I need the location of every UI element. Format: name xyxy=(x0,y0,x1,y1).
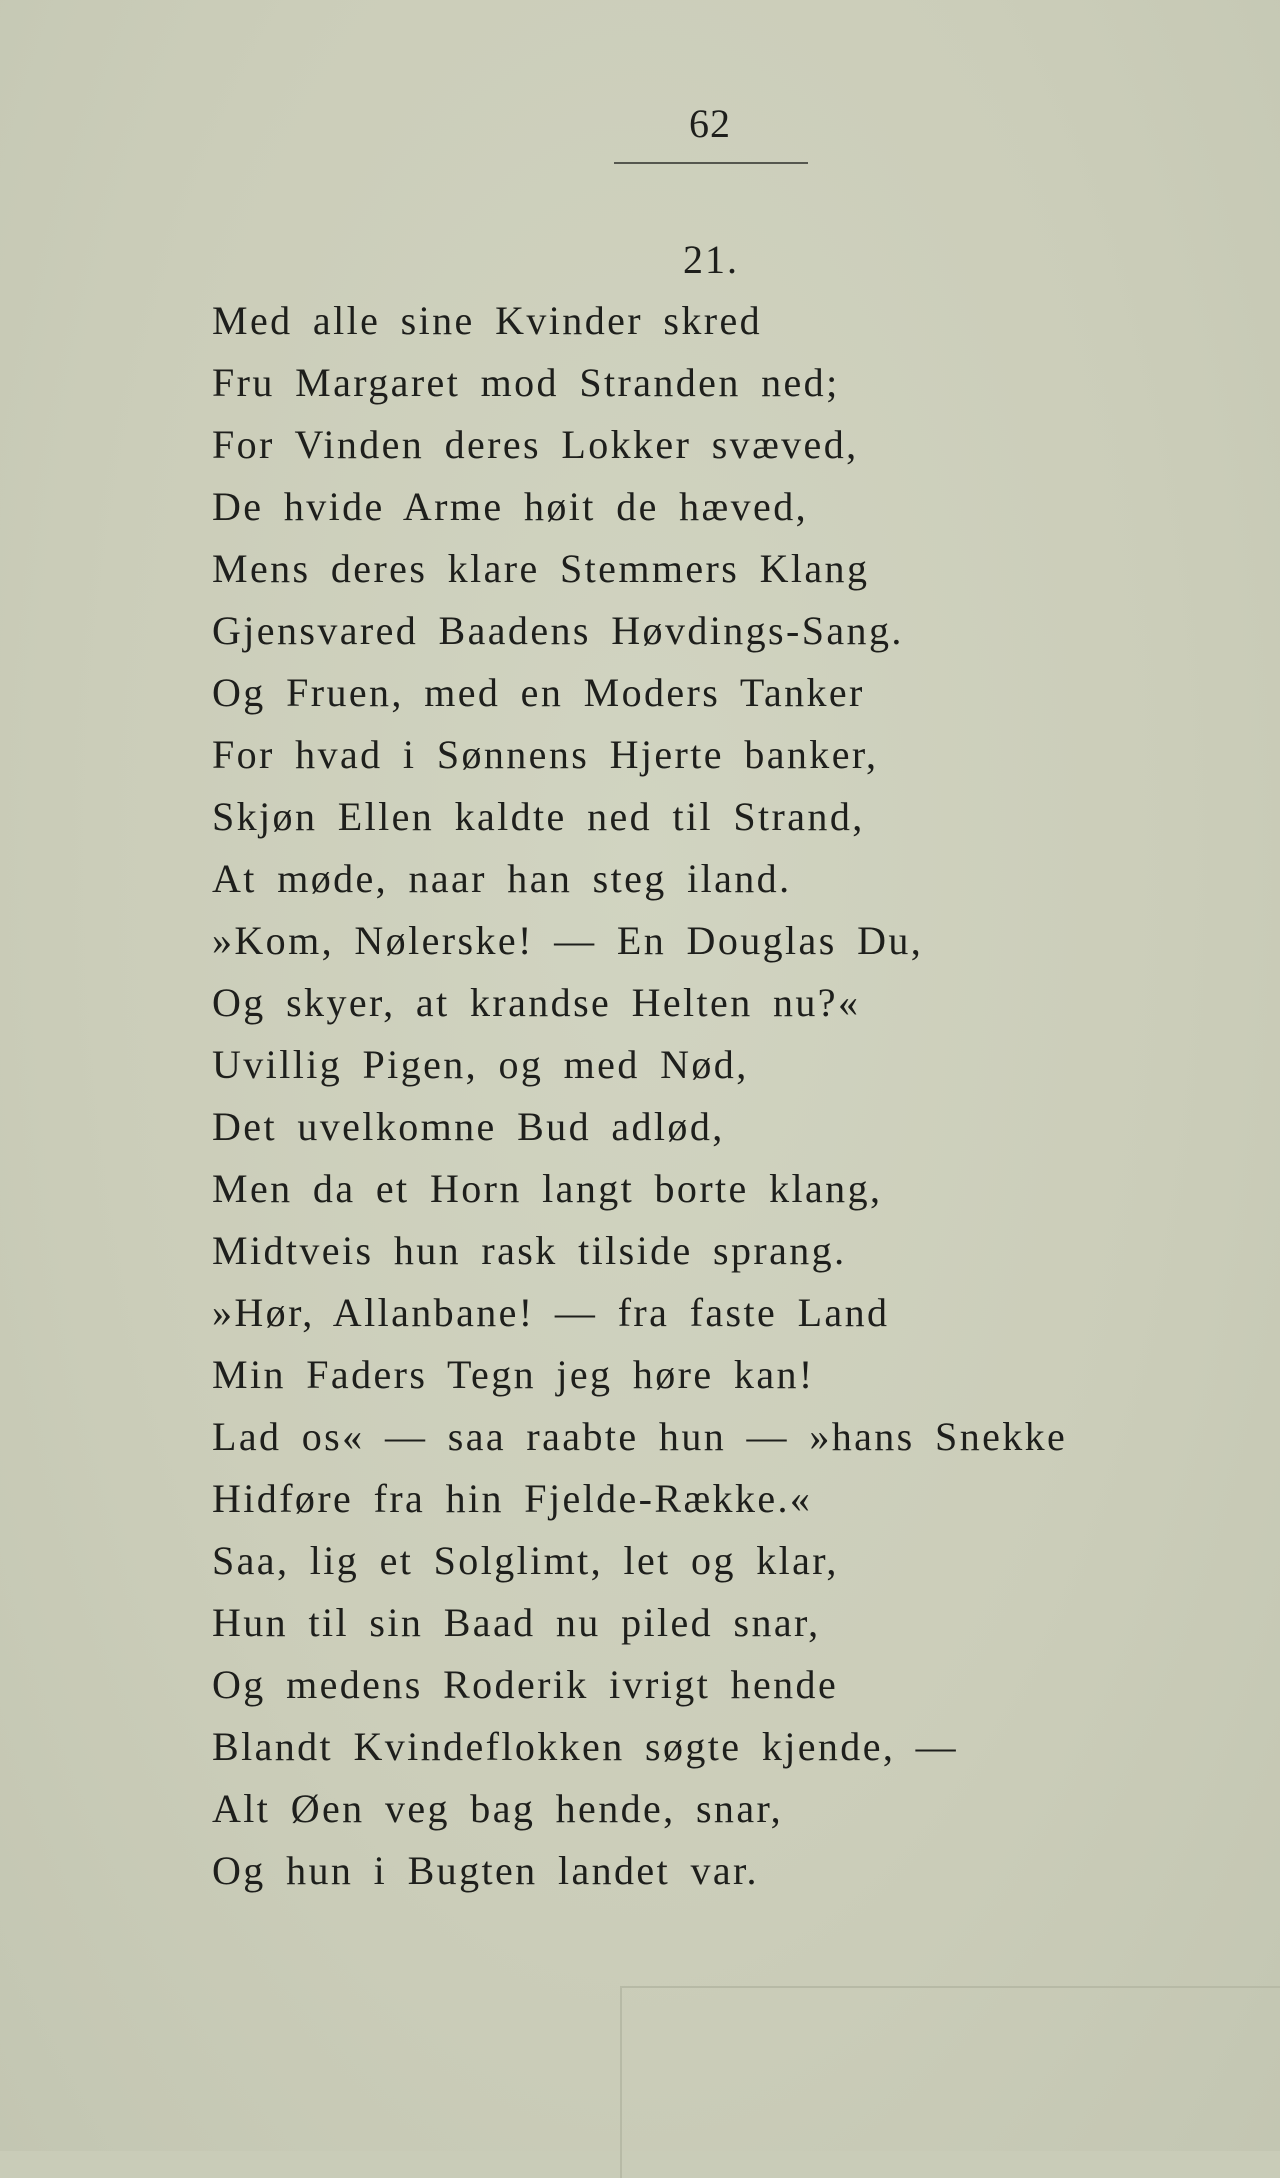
poem-number: 21. xyxy=(683,237,739,282)
page-corner-mark xyxy=(620,1986,1280,2178)
poem-line: Gjensvared Baadens Høvdings-Sang. xyxy=(212,608,904,653)
poem-line: De hvide Arme høit de hæved, xyxy=(212,484,808,529)
poem-line: At møde, naar han steg iland. xyxy=(212,856,792,901)
poem-line: Lad os« — saa raabte hun — »hans Snekke xyxy=(212,1414,1068,1459)
header-rule xyxy=(614,162,808,164)
poem-line: Blandt Kvindeflokken søgte kjende, — xyxy=(212,1724,959,1769)
poem-line: For Vinden deres Lokker svæved, xyxy=(212,422,859,467)
poem-line: Min Faders Tegn jeg høre kan! xyxy=(212,1352,815,1397)
page-number: 62 xyxy=(689,101,731,146)
poem-line: Det uvelkomne Bud adlød, xyxy=(212,1104,725,1149)
poem-line: Fru Margaret mod Stranden ned; xyxy=(212,360,840,405)
poem-line: For hvad i Sønnens Hjerte banker, xyxy=(212,732,879,777)
poem-line: Midtveis hun rask tilside sprang. xyxy=(212,1228,847,1273)
poem-line: Men da et Horn langt borte klang, xyxy=(212,1166,883,1211)
poem-line: »Kom, Nølerske! — En Douglas Du, xyxy=(212,918,924,963)
poem-line: Og skyer, at krandse Helten nu?« xyxy=(212,980,861,1025)
poem-line: Og hun i Bugten landet var. xyxy=(212,1848,759,1893)
poem-line: Og medens Roderik ivrigt hende xyxy=(212,1662,839,1707)
poem-line: Mens deres klare Stemmers Klang xyxy=(212,546,870,591)
poem-line: Med alle sine Kvinder skred xyxy=(212,298,763,343)
poem-line: Alt Øen veg bag hende, snar, xyxy=(212,1786,784,1831)
poem-line: Hidføre fra hin Fjelde-Række.« xyxy=(212,1476,813,1521)
poem-line: Uvillig Pigen, og med Nød, xyxy=(212,1042,749,1087)
poem-line: Saa, lig et Solglimt, let og klar, xyxy=(212,1538,839,1583)
poem-line: Skjøn Ellen kaldte ned til Strand, xyxy=(212,794,865,839)
poem-line: Og Fruen, med en Moders Tanker xyxy=(212,670,865,715)
poem-line: Hun til sin Baad nu piled snar, xyxy=(212,1600,821,1645)
poem-stanza xyxy=(212,290,1252,1902)
poem-line: »Hør, Allanbane! — fra faste Land xyxy=(212,1290,890,1335)
